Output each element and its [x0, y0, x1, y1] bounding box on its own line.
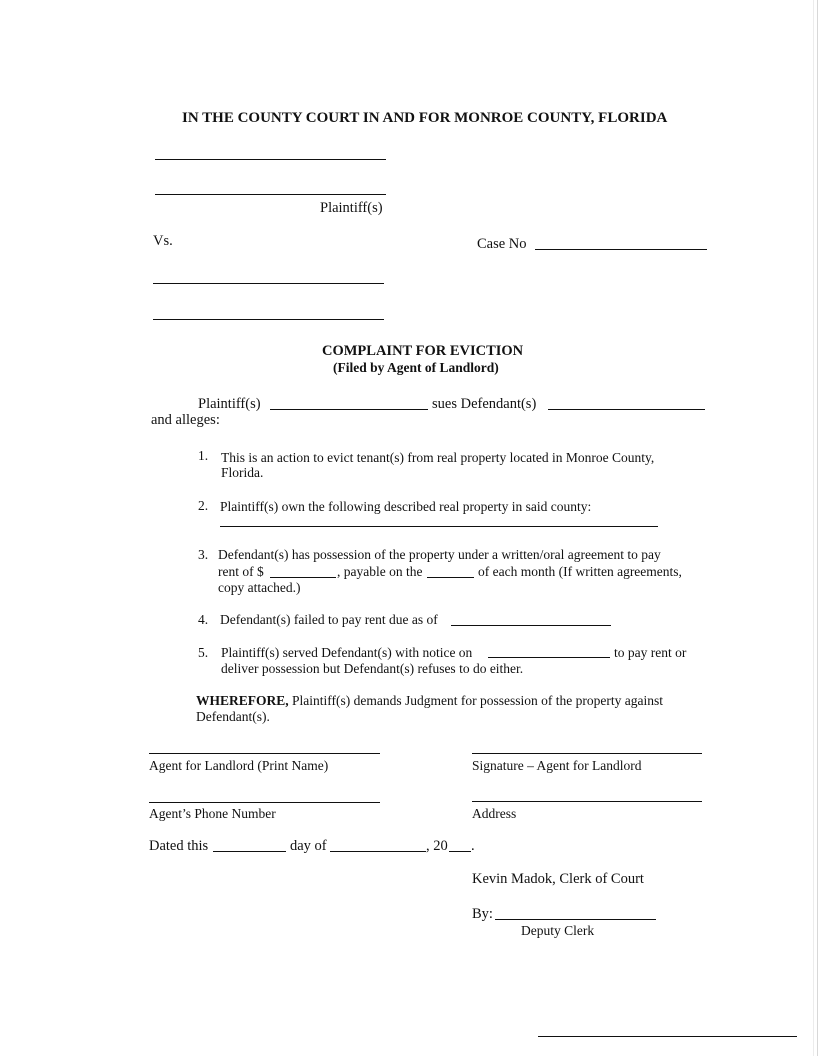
item-4-number: 4.: [198, 612, 209, 627]
rent-amount-line[interactable]: [270, 577, 336, 578]
wherefore-paragraph: [196, 693, 663, 709]
notice-date-line[interactable]: [488, 657, 610, 658]
item-1-line-2: Florida.: [221, 465, 264, 480]
plaintiff-name-line-1[interactable]: [155, 159, 386, 160]
plaintiff-caption-label: Plaintiff(s): [320, 200, 383, 216]
item-5-line-1a: Plaintiff(s) served Defendant(s) with notice on: [221, 645, 473, 660]
item-3-number: 3.: [198, 547, 209, 562]
item-3-line-3: copy attached.): [218, 580, 301, 595]
address-line[interactable]: [472, 801, 702, 802]
versus-label: Vs.: [153, 233, 173, 249]
day-of-label: day of: [290, 838, 327, 854]
item-5-number: 5.: [198, 645, 209, 660]
address-label: Address: [472, 806, 517, 821]
defendant-name-line-2[interactable]: [153, 319, 384, 320]
dated-this-label: Dated this: [149, 838, 209, 854]
wherefore-line-2: Defendant(s).: [196, 709, 270, 724]
scan-edge: [817, 0, 818, 1056]
item-4-line-1: Defendant(s) failed to pay rent due as of: [220, 612, 438, 627]
agent-signature-line[interactable]: [472, 753, 702, 754]
agent-print-name-label: Agent for Landlord (Print Name): [149, 758, 329, 773]
item-3-line-1: Defendant(s) has possession of the property under a written/oral agreement to pay: [218, 547, 661, 562]
agent-print-name-line[interactable]: [149, 753, 380, 754]
agent-phone-line[interactable]: [149, 802, 380, 803]
deputy-clerk-label: Deputy Clerk: [521, 923, 595, 938]
scan-edge-inner: [813, 0, 814, 1056]
dated-year-line[interactable]: [449, 851, 471, 852]
intro-alleges: and alleges:: [151, 412, 220, 428]
item-3-rent-label: rent of $: [218, 564, 264, 579]
dated-month-line[interactable]: [330, 851, 426, 852]
wherefore-text: Plaintiff(s) demands Judgment for possession of the property against: [292, 693, 663, 708]
intro-defendant-line[interactable]: [548, 409, 705, 410]
item-3-payable-label: , payable on the: [337, 564, 423, 579]
item-1-number: 1.: [198, 448, 209, 463]
item-5-line-1b: to pay rent or: [614, 645, 687, 660]
bottom-rule: [538, 1036, 797, 1037]
intro-plaintiff-label: Plaintiff(s): [198, 396, 261, 412]
by-label: By:: [472, 906, 493, 922]
property-description-line[interactable]: [220, 526, 658, 527]
item-1-line-1: This is an action to evict tenant(s) from real property located in Monroe County,: [221, 450, 655, 465]
item-3-each-month: of each month (If written agreements,: [478, 564, 682, 579]
complaint-subtitle: (Filed by Agent of Landlord): [333, 360, 499, 375]
case-no-label: Case No: [477, 236, 527, 252]
deputy-clerk-signature-line[interactable]: [495, 919, 656, 920]
dated-period: .: [471, 838, 475, 854]
court-heading: IN THE COUNTY COURT IN AND FOR MONROE COUNTY, FLORIDA: [182, 110, 668, 126]
case-no-line[interactable]: [535, 249, 707, 250]
intro-plaintiff-line[interactable]: [270, 409, 428, 410]
year-prefix-label: , 20: [426, 838, 448, 854]
rent-due-date-line[interactable]: [451, 625, 611, 626]
plaintiff-name-line-2[interactable]: [155, 194, 386, 195]
payable-day-line[interactable]: [427, 577, 474, 578]
dated-day-line[interactable]: [213, 851, 286, 852]
item-5-line-2: deliver possession but Defendant(s) refuses to do either.: [221, 661, 524, 676]
defendant-name-line-1[interactable]: [153, 283, 384, 284]
item-2-line-1: Plaintiff(s) own the following described real property in said county:: [220, 499, 592, 514]
complaint-title: COMPLAINT FOR EVICTION: [322, 343, 524, 359]
wherefore-lead: WHEREFORE,: [196, 693, 289, 708]
intro-sues-label: sues Defendant(s): [432, 396, 537, 412]
clerk-name: Kevin Madok, Clerk of Court: [472, 871, 644, 887]
item-2-number: 2.: [198, 498, 209, 513]
agent-signature-label: Signature – Agent for Landlord: [472, 758, 642, 773]
agent-phone-label: Agent’s Phone Number: [149, 806, 276, 821]
